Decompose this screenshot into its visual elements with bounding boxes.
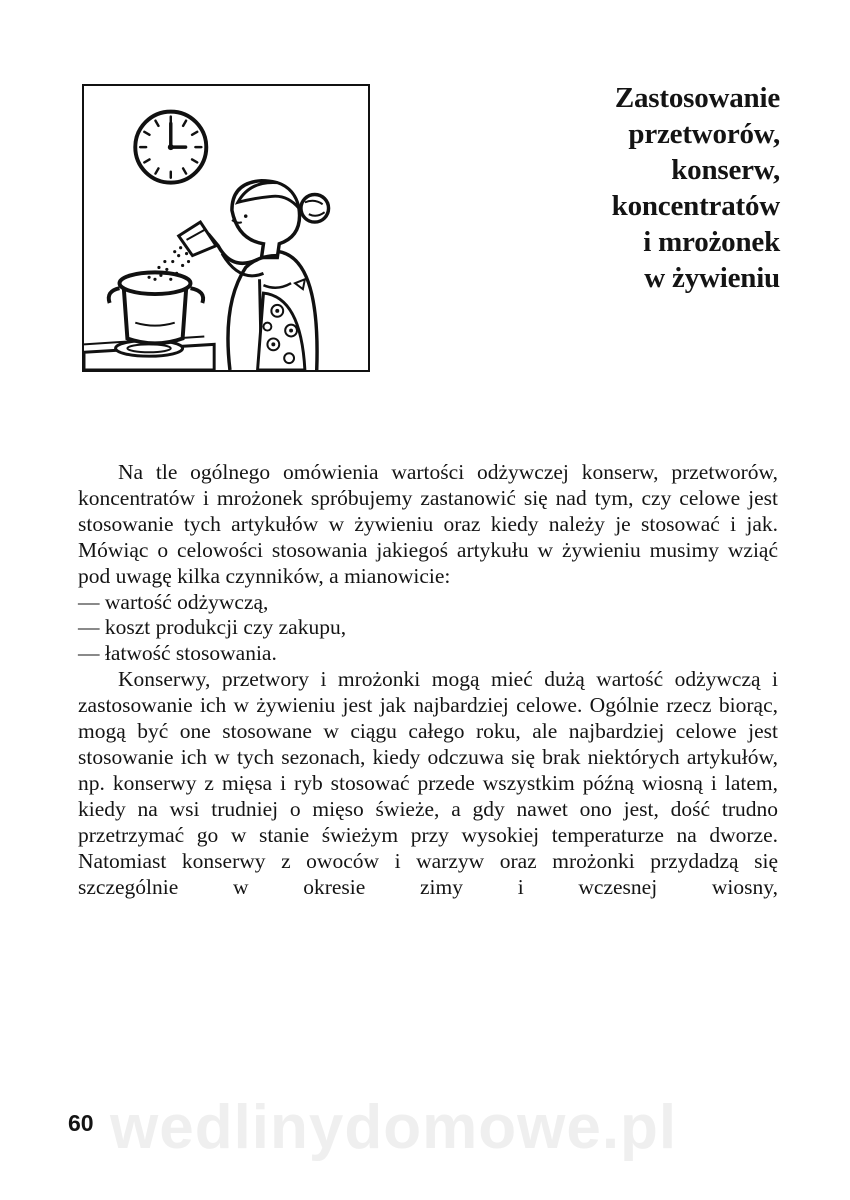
woman-figure <box>179 181 329 370</box>
chapter-title <box>480 80 780 296</box>
criteria-item: — koszt produkcji czy zakupu, <box>78 615 347 640</box>
title-line: konserw, <box>671 154 780 186</box>
criteria-item: — łatwość stosowania. <box>78 641 277 666</box>
criteria-item: — wartość odżywczą, <box>78 589 269 614</box>
title-line: koncentratów <box>611 190 780 222</box>
body-text <box>78 460 778 900</box>
cooking-illustration <box>82 84 370 372</box>
title-line: Zastosowanie <box>614 82 780 114</box>
title-line: i mrożonek <box>643 226 780 258</box>
wall-clock-icon <box>135 112 206 183</box>
cooking-drawing <box>84 86 368 370</box>
second-paragraph: Konserwy, przetwory i mrożonki mogą mieć dużą wartość odżywczą i zastosowanie ich w żywieniu jest jak najbardziej celowe. Ogólnie rzecz biorąc, mogą być one stosowane w ciągu całego roku, ale najbardziej celowe jest stosowanie ich w tych sezonach, kiedy odczuwa się brak niektórych artykułów, np. konserwy z mięsa i ryb stosować przede wszystkim późną wiosną i latem, kiedy na wsi trudniej o mięso świeże, a gdy nawet ono jest, dość trudno przetrzymać go w stanie świeżym przy wysokiej temperaturze na dworze. Natomiast konserwy z owoców i warzyw oraz mrożonki przydadzą się szczególnie w okresie zimy i wczesnej wiosny, <box>78 667 778 899</box>
page-number: 60 <box>68 1110 94 1136</box>
title-line: w żywieniu <box>644 262 780 294</box>
title-line: przetworów, <box>628 118 780 150</box>
pot-icon <box>109 272 203 343</box>
intro-paragraph: Na tle ogólnego omówienia wartości odżywczej konserw, przetworów, koncentratów i mrożonek spróbujemy zastanowić się nad tym, czy celowe jest stosowanie tych artykułów w żywieniu oraz kiedy należy je stosować i jak. Mówiąc o celowości stosowania jakiegoś artykułu w żywieniu musimy wziąć pod uwagę kilka czynników, a mianowicie: <box>78 460 778 588</box>
criteria-list <box>78 590 778 668</box>
watermark: wedlinydomowe.pl <box>110 1093 678 1162</box>
